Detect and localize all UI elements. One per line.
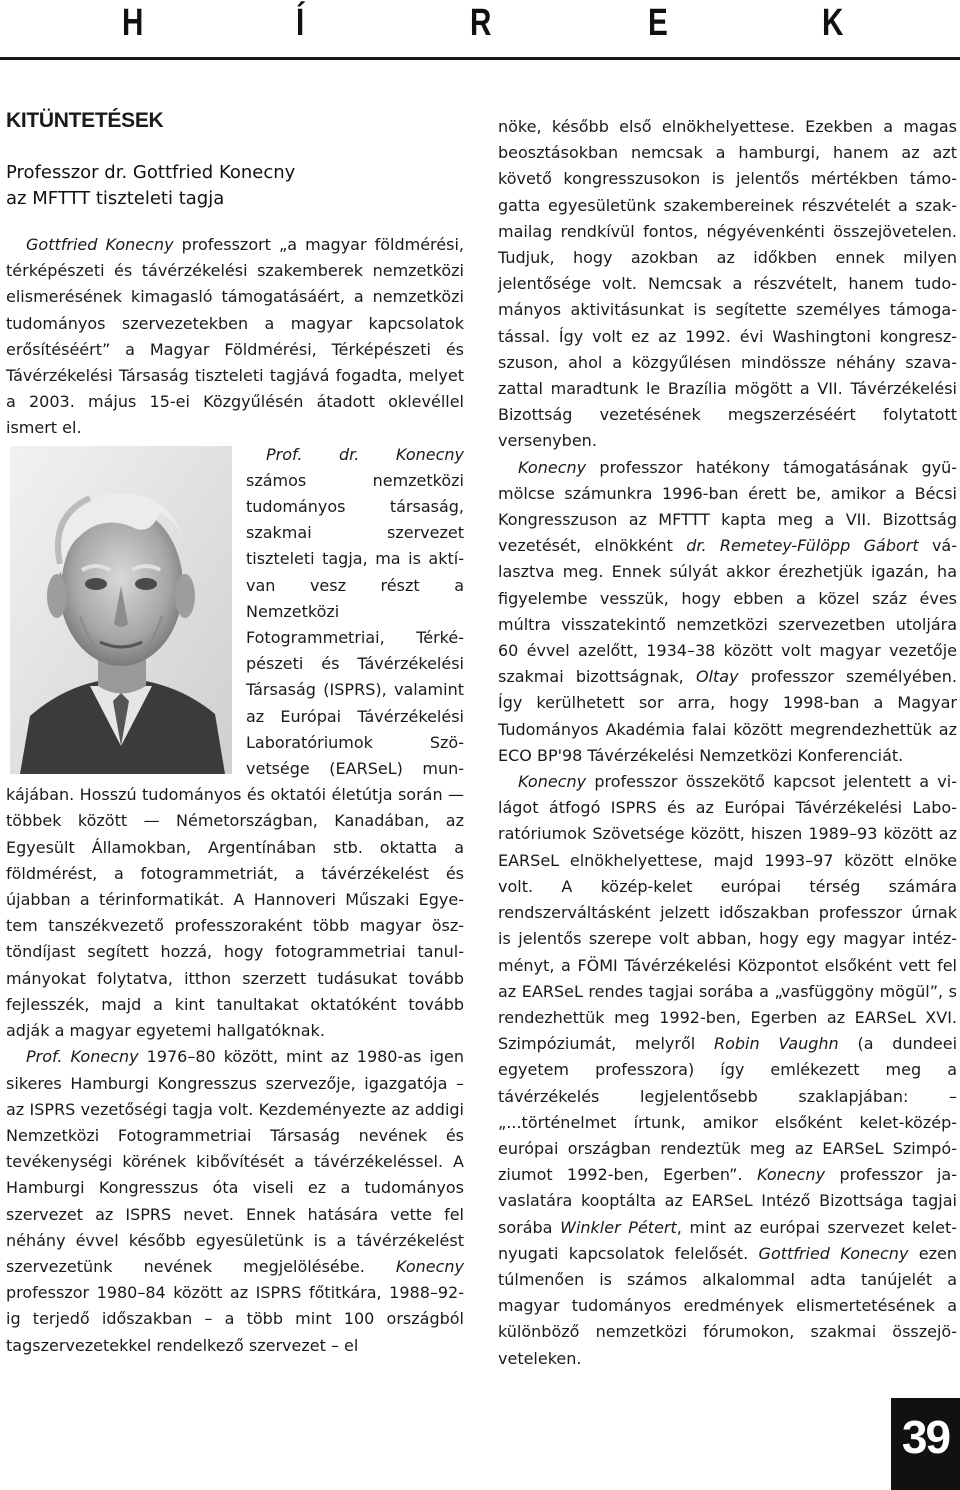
masthead [0, 0, 960, 50]
paragraph-text: nöke, később első elnökhelyettese. Ezekben a magas beosztásokban nemcsak a hamburgi, hanem az azt követő kongresszusokon is jelentős mértékben támogatta egyesületünk szakembereinek részvételét a szakmailag rendkívül fontos, négyévenkénti összejövetelen. Tudjuk, hogy azokban az időkben ennek milyen jelentősége volt. Nemcsak a részvételt, hanem tudományos aktivitásunkat is segítette személyes támogatással. Így volt ez az 1992. évi Washingtoni kongreszszuson, ahol a közgyűlésen mindössze néhány szavazattal maradtunk le Brazília mögött a VII. Távérzékelési Bizottság vezetésének megszerzéséért folytatott versenyben. [498, 117, 957, 451]
paragraph-2 [6, 442, 464, 1045]
paragraph-text: választva meg. Ennek súlyát akkor érezhetjük igazán, ha figyelembe vesszük, hogy ebben a közel száz éves múltra visszatekintő nemzetközi szervezetben utoljára 60 évvel azelőtt, 1934–38 között volt magyar vezetője szakmai bizottságnak, [498, 536, 958, 687]
masthead-letter: Í [296, 2, 305, 44]
paragraph-text: , mint az európai szervezet kelet-nyugati kapcsolatok felelősét. [498, 1217, 958, 1263]
masthead-letter: E [648, 2, 668, 44]
person-name: Prof. Konecny [26, 1047, 139, 1067]
paragraph-text: professzor személyében. Így kerülhetett sor arra, hogy 1998-ban a Magyar Tudományos Akadémia falai között megrendezhettük az ECO BP'98 Távérzékelési Nemzetközi Konferenciát. [498, 667, 957, 765]
person-name: Konecny [756, 1165, 826, 1185]
paragraph-1 [6, 232, 464, 442]
paragraph-text: számos nemzetközi tudományos társaság, szakmai szervezet tiszteleti tagja, ma is aktívan vesz részt a Nemzetközi Fotogrammetriai, Térképészeti és Távérzékelési Társaság (ISPRS), valamint az Európai Távérzékelési Laboratóriumok Szövetsége (EARSeL) munkájában. Hosszú tudományos és oktatói életútja során — többek között — Németországban, Kanadában, az Egyesült Államokban, Argentínában stb. oktatta a földmérést, a fotogrammetriát, a távérzékelést és újabban a térinformatikát. A Hannoveri Műszaki Egyetem tanszékvezető professzoraként több magyar ösztöndíjast segített hozzá, hogy fotogrammetriai tanulmányokat folytatva, itthon szerzett tudásukat tovább fejlesszék, majd a kint tanultakat oktatóként tovább adják a magyar egyetemi hallgatóknak. [6, 470, 464, 1041]
person-name: Konecny [518, 772, 587, 792]
person-name: Prof. dr. Konecny [266, 444, 464, 464]
masthead-rule [0, 57, 960, 60]
article-headline [6, 160, 464, 212]
person-name: Konecny [395, 1256, 464, 1276]
person-name: Konecny [518, 457, 587, 477]
person-name: dr. Remetey-Fülöpp Gábort [686, 536, 919, 556]
paragraph-text: ezen túlmenően is számos alkalommal adta tanújelét a magyar tudományos eredmények elismertetésének a különböző nemzetközi fórumokon, szakmai összejöveteleken. [498, 1243, 958, 1368]
paragraph-text: (a dundeei egyetem professzora) így emlékezett meg a távérzékelés legjelentősebb szaklapjában: – „...történelmet írtunk, amikor elsőként kelet-középeurópai országban rendeztük meg az EARSeL Szimpóziumot 1992-ben, Egerben”. [498, 1034, 958, 1185]
person-name: Oltay [695, 667, 739, 687]
person-name: Robin Vaughn [713, 1034, 839, 1054]
portrait-illustration [10, 446, 232, 774]
headline-line-2: az MFTTT tiszteleti tagja [6, 188, 225, 209]
paragraph-text: professzor 1980–84 között az ISPRS főtitkára, 1988–92-ig terjedő időszakban – a több mint 100 országból tagszervezetekkel rendelkező szervezet – el [6, 1283, 464, 1355]
masthead-letter: H [122, 2, 144, 44]
paragraph-6 [498, 769, 957, 1372]
paragraph-3 [6, 1044, 464, 1358]
person-name: Winkler Pétert [560, 1217, 677, 1237]
paragraph-text: professzor hatékony támogatásának gyümölcse számunkra 1996-ban érett be, amikor a Bécsi Kongresszuson az MFTTT kapta meg a VII. Bizottság vezetését, elnökként [498, 457, 957, 556]
left-column [6, 108, 464, 1359]
paragraph-5 [498, 455, 957, 769]
masthead-letter: R [470, 2, 492, 44]
paragraph-4 [498, 114, 957, 455]
paragraph-text: professzor összekötő kapcsot jelentett a világot átfogó ISPRS és az Európai Távérzékelési Laboratóriumok Szövetsége között, hiszen 1989–93 között az EARSeL elnökhelyettese, majd 1993–97 között elnöke volt. A közép-kelet európai térség számára rendszerváltásként jelzett időszakban professzor úrnak is jelentős szerepe volt abban, hogy egy magyar intézményt, a FÖMI Távérzékelési Központot elsőként vett fel az EARSeL rendes tagjai sorába a „vasfüggöny mögül”, s rendezhettük meg 1992-ben, Egerben az EARSeL XVI. Szimpóziumát, melyről [498, 772, 957, 1054]
paragraph-text: professzort „a magyar földmérési, térképészeti és távérzékelési szakemberek nemzetközi elismerésének kimagasló támogatásáért, a nemzetközi tudományos szervezetekben a magyar kapcsolatok erősítéséért” a Magyar Földmérési, Térképészeti és Távérzékelési Társaság tiszteleti tagjává fogadta, melyet a 2003. május 15-ei Közgyűlésén átadott oklevéllel ismert el. [6, 235, 464, 438]
person-name: Gottfried Konecny [26, 235, 174, 254]
paragraph-text: professzor javaslatára kooptálta az EARSeL Intéző Bizottsága tagjai sorába [498, 1165, 957, 1237]
portrait-photo [10, 446, 232, 774]
right-column [498, 114, 957, 1372]
page-number: 39 [891, 1398, 960, 1490]
headline-line-1: Professzor dr. Gottfried Konecny [6, 162, 296, 183]
masthead-letter: K [822, 2, 844, 44]
person-name: Gottfried Konecny [758, 1243, 909, 1263]
paragraph-text: 1976–80 között, mint az 1980-as igen sikeres Hamburgi Kongresszus szervezője, igazgatója – az ISPRS vezetőségi tagja volt. Kezdeményezte az addigi Nemzetközi Fotogrammetriai Társaság nevének és tevékenységi körének kibővítését a távérzékeléssel. A Hamburgi Kongresszus óta viseli ez a tudományos szervezet az ISPRS nevet. Ennek hatására vette fel néhány évvel később egyesületünk is a távérzékelést szervezetünk nevének megjelölésébe. [6, 1047, 465, 1276]
section-title: KITÜNTETÉSEK [6, 109, 164, 132]
